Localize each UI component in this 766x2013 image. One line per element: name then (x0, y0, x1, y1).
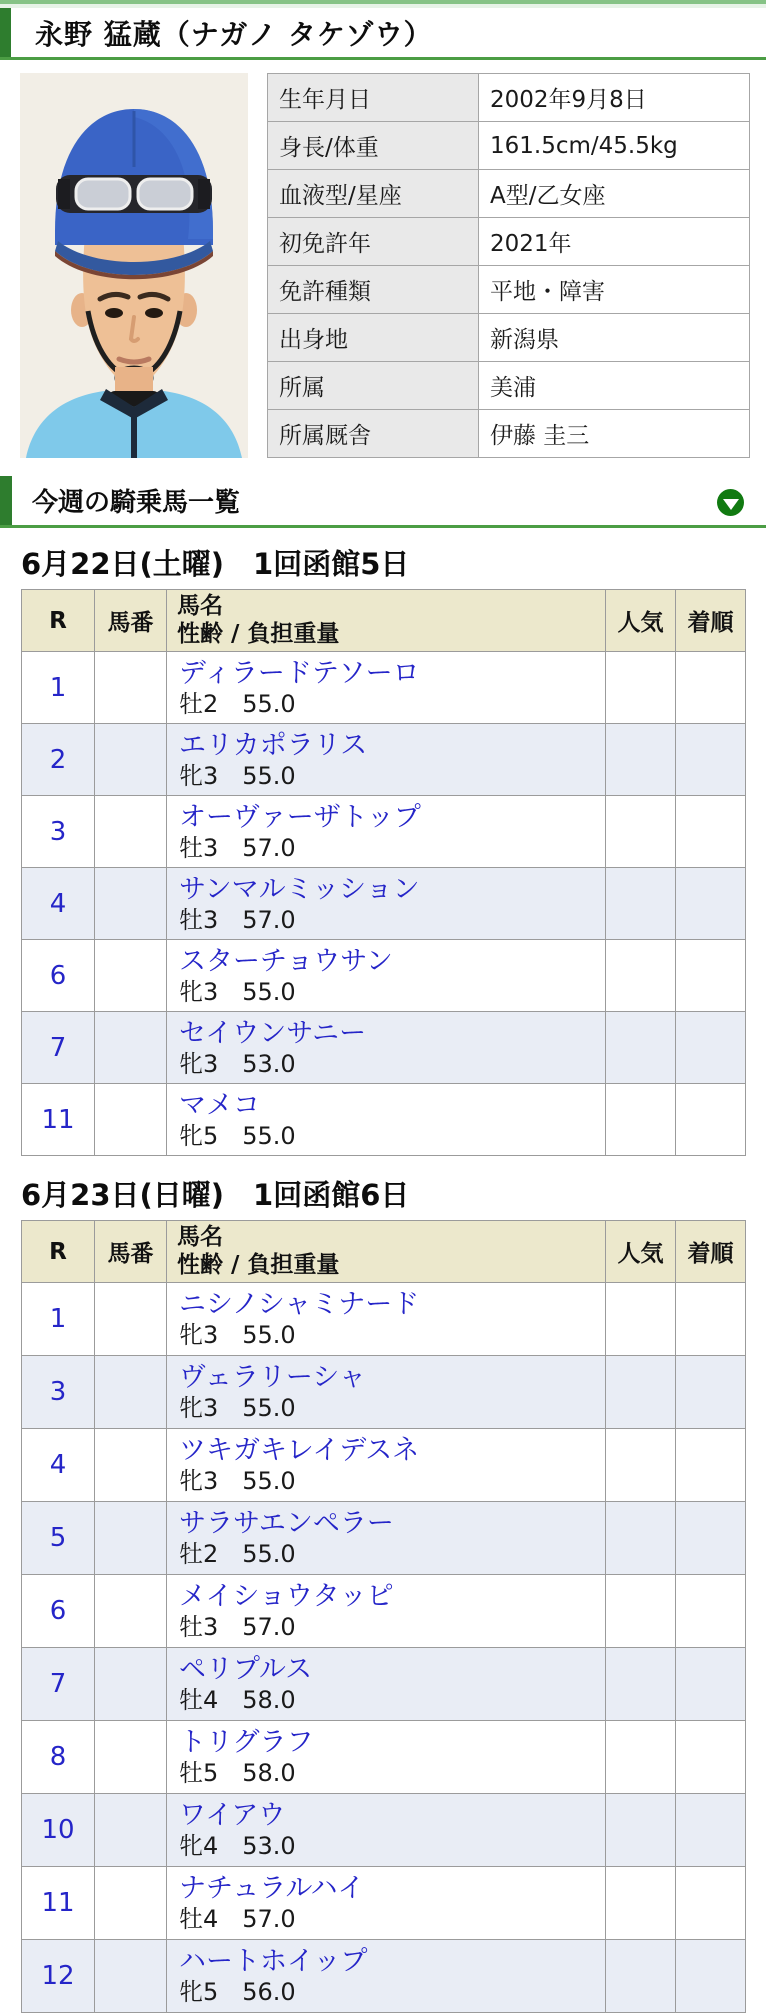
profile-label: 所属 (268, 362, 479, 410)
horse-detail: 牝3 53.0 (179, 1049, 296, 1078)
race-number-link[interactable]: 3 (49, 1377, 67, 1407)
table-row (22, 940, 746, 1012)
profile-label: 出身地 (268, 314, 479, 362)
collapse-toggle-button[interactable] (717, 489, 744, 516)
horse-detail: 牝5 56.0 (179, 1978, 296, 2007)
horse-detail: 牝3 55.0 (179, 1321, 296, 1350)
race-day-heading: 6月22日(土曜) 1回函館5日 (21, 547, 410, 581)
race-number-link[interactable]: 7 (49, 1669, 67, 1699)
profile-row (268, 74, 750, 122)
race-number-link[interactable]: 1 (49, 1304, 67, 1334)
profile-value: 新潟県 (479, 314, 750, 362)
horse-detail: 牡4 57.0 (179, 1905, 296, 1934)
section-green-accent (0, 476, 12, 525)
race-number-link[interactable]: 6 (49, 1596, 67, 1626)
result-cell (676, 1721, 746, 1794)
horse-detail: 牡3 57.0 (179, 833, 296, 862)
popularity-cell (606, 1648, 676, 1721)
popularity-cell (606, 1940, 676, 2013)
table-row (22, 1283, 746, 1356)
result-cell (676, 940, 746, 1012)
profile-value: 161.5cm/45.5kg (479, 122, 750, 170)
horse-number-cell (95, 1721, 167, 1794)
col-header-horse-number: 馬番 (95, 590, 167, 652)
race-number-link[interactable]: 11 (41, 1104, 75, 1135)
result-cell (676, 1648, 746, 1721)
popularity-cell (606, 724, 676, 796)
table-row (22, 724, 746, 796)
result-cell (676, 1356, 746, 1429)
popularity-cell (606, 1356, 676, 1429)
horse-detail: 牝3 55.0 (179, 1394, 296, 1423)
popularity-cell (606, 1429, 676, 1502)
weekly-rides-section-bar (0, 476, 766, 528)
profile-value: 美浦 (479, 362, 750, 410)
horse-number-cell (95, 1356, 167, 1429)
horse-number-cell (95, 652, 167, 724)
result-cell (676, 1502, 746, 1575)
table-row (22, 1429, 746, 1502)
race-number-link[interactable]: 6 (49, 960, 67, 991)
result-cell (676, 652, 746, 724)
horse-number-cell (95, 940, 167, 1012)
profile-value: 伊藤 圭三 (479, 410, 750, 458)
race-table-day2 (21, 1220, 746, 2013)
jockey-portrait-illustration (20, 73, 248, 458)
table-row (22, 796, 746, 868)
profile-row (268, 410, 750, 458)
horse-number-cell (95, 796, 167, 868)
horse-name-link[interactable]: ペリプルス (179, 1654, 313, 1686)
horse-number-cell (95, 1084, 167, 1156)
profile-table (267, 73, 750, 458)
horse-detail: 牡5 58.0 (179, 1759, 296, 1788)
race-table-day1 (21, 589, 746, 1156)
profile-row (268, 218, 750, 266)
popularity-cell (606, 868, 676, 940)
horse-number-cell (95, 1283, 167, 1356)
horse-name-link[interactable]: マメコ (179, 1089, 260, 1121)
chevron-down-icon (723, 499, 739, 510)
result-cell (676, 796, 746, 868)
profile-label: 血液型/星座 (268, 170, 479, 218)
horse-detail: 牝5 55.0 (179, 1121, 296, 1150)
race-number-link[interactable]: 1 (49, 672, 67, 703)
profile-label: 免許種類 (268, 266, 479, 314)
horse-detail: 牡4 58.0 (179, 1686, 296, 1715)
profile-label: 初免許年 (268, 218, 479, 266)
horse-detail: 牝3 55.0 (179, 761, 296, 790)
horse-name-link[interactable]: ハートホイップ (179, 1946, 368, 1978)
horse-number-cell (95, 1940, 167, 2013)
result-cell (676, 1940, 746, 2013)
table-row (22, 1721, 746, 1794)
horse-detail: 牝3 55.0 (179, 977, 296, 1006)
horse-name-link[interactable]: ニシノシャミナード (179, 1289, 420, 1321)
race-number-link[interactable]: 4 (49, 1450, 67, 1480)
horse-name-link[interactable]: サンマルミッション (179, 873, 420, 905)
horse-name-link[interactable]: スターチョウサン (179, 945, 393, 977)
horse-number-cell (95, 868, 167, 940)
section-title: 今週の騎乗馬一覧 (32, 488, 241, 518)
col-header-race: R (22, 1221, 95, 1283)
profile-row (268, 122, 750, 170)
popularity-cell (606, 1575, 676, 1648)
result-cell (676, 1794, 746, 1867)
race-number-link[interactable]: 10 (41, 1815, 75, 1845)
popularity-cell (606, 940, 676, 1012)
col-header-race: R (22, 590, 95, 652)
race-number-link[interactable]: 4 (49, 888, 67, 919)
jockey-profile-section (20, 73, 746, 458)
horse-number-cell (95, 1502, 167, 1575)
horse-name-link[interactable]: ナチュラルハイ (179, 1873, 365, 1905)
horse-number-cell (95, 1648, 167, 1721)
horse-name-link[interactable]: オーヴァーザトップ (179, 801, 421, 833)
horse-detail: 牝3 55.0 (179, 1467, 296, 1496)
popularity-cell (606, 652, 676, 724)
horse-name-link[interactable]: ヴェラリーシャ (179, 1362, 366, 1394)
horse-detail: 牝4 53.0 (179, 1832, 296, 1861)
horse-name-link[interactable]: ツキガキレイデスネ (179, 1435, 420, 1467)
result-cell (676, 1575, 746, 1648)
profile-label: 身長/体重 (268, 122, 479, 170)
horse-number-cell (95, 724, 167, 796)
result-cell (676, 1867, 746, 1940)
col-header-result: 着順 (676, 1221, 746, 1283)
profile-row (268, 170, 750, 218)
popularity-cell (606, 1867, 676, 1940)
horse-detail: 牡2 55.0 (179, 689, 296, 718)
result-cell (676, 868, 746, 940)
race-number-link[interactable]: 11 (41, 1888, 75, 1918)
horse-detail: 牡3 57.0 (179, 1613, 296, 1642)
result-cell (676, 1012, 746, 1084)
popularity-cell (606, 1283, 676, 1356)
horse-number-cell (95, 1794, 167, 1867)
title-green-accent (0, 8, 11, 57)
table-row (22, 652, 746, 724)
result-cell (676, 1084, 746, 1156)
race-number-link[interactable]: 3 (49, 816, 67, 847)
table-row (22, 868, 746, 940)
horse-number-cell (95, 1867, 167, 1940)
col-header-popularity: 人気 (606, 1221, 676, 1283)
horse-name-link[interactable]: ディラードテソーロ (179, 657, 420, 689)
profile-label: 所属厩舎 (268, 410, 479, 458)
table-row (22, 1502, 746, 1575)
horse-number-cell (95, 1012, 167, 1084)
table-row (22, 1575, 746, 1648)
table-row (22, 1794, 746, 1867)
popularity-cell (606, 1012, 676, 1084)
col-header-popularity: 人気 (606, 590, 676, 652)
race-number-link[interactable]: 7 (49, 1032, 67, 1063)
horse-number-cell (95, 1575, 167, 1648)
horse-detail: 牡3 57.0 (179, 905, 296, 934)
horse-name-link[interactable]: セイウンサニー (179, 1017, 367, 1049)
horse-name-link[interactable]: トリグラフ (179, 1727, 314, 1759)
result-cell (676, 724, 746, 796)
page-title: 永野 猛蔵（ナガノ タケゾウ） (35, 17, 433, 51)
race-number-link[interactable]: 12 (41, 1961, 75, 1991)
horse-number-cell (95, 1429, 167, 1502)
profile-value: 平地・障害 (479, 266, 750, 314)
jockey-photo (20, 73, 248, 458)
profile-value: 2021年 (479, 218, 750, 266)
table-row (22, 1356, 746, 1429)
table-row (22, 1648, 746, 1721)
table-row (22, 1012, 746, 1084)
col-header-horse-number: 馬番 (95, 1221, 167, 1283)
profile-row (268, 314, 750, 362)
popularity-cell (606, 1721, 676, 1794)
table-row (22, 1084, 746, 1156)
profile-row (268, 266, 750, 314)
result-cell (676, 1429, 746, 1502)
popularity-cell (606, 1084, 676, 1156)
page-title-bar (0, 8, 766, 60)
popularity-cell (606, 1502, 676, 1575)
race-day-heading: 6月23日(日曜) 1回函館6日 (21, 1178, 410, 1212)
race-number-link[interactable]: 5 (49, 1523, 67, 1553)
horse-name-link[interactable]: メイショウタッピ (179, 1581, 394, 1613)
profile-row (268, 362, 750, 410)
popularity-cell (606, 1794, 676, 1867)
result-cell (676, 1283, 746, 1356)
horse-detail: 牡2 55.0 (179, 1540, 296, 1569)
profile-value: A型/乙女座 (479, 170, 750, 218)
table-row (22, 1940, 746, 2013)
horse-name-link[interactable]: ワイアウ (179, 1800, 286, 1832)
profile-label: 生年月日 (268, 74, 479, 122)
horse-name-link[interactable]: エリカポラリス (179, 729, 368, 761)
popularity-cell (606, 796, 676, 868)
table-header-row (22, 1221, 746, 1283)
col-header-horse-name: 馬名 性齢 / 負担重量 (167, 590, 606, 652)
table-header-row (22, 590, 746, 652)
horse-name-link[interactable]: サラサエンペラー (179, 1508, 394, 1540)
profile-value: 2002年9月8日 (479, 74, 750, 122)
col-header-result: 着順 (676, 590, 746, 652)
col-header-horse-name: 馬名 性齢 / 負担重量 (167, 1221, 606, 1283)
table-row (22, 1867, 746, 1940)
race-number-link[interactable]: 8 (49, 1742, 67, 1772)
race-number-link[interactable]: 2 (49, 744, 67, 775)
